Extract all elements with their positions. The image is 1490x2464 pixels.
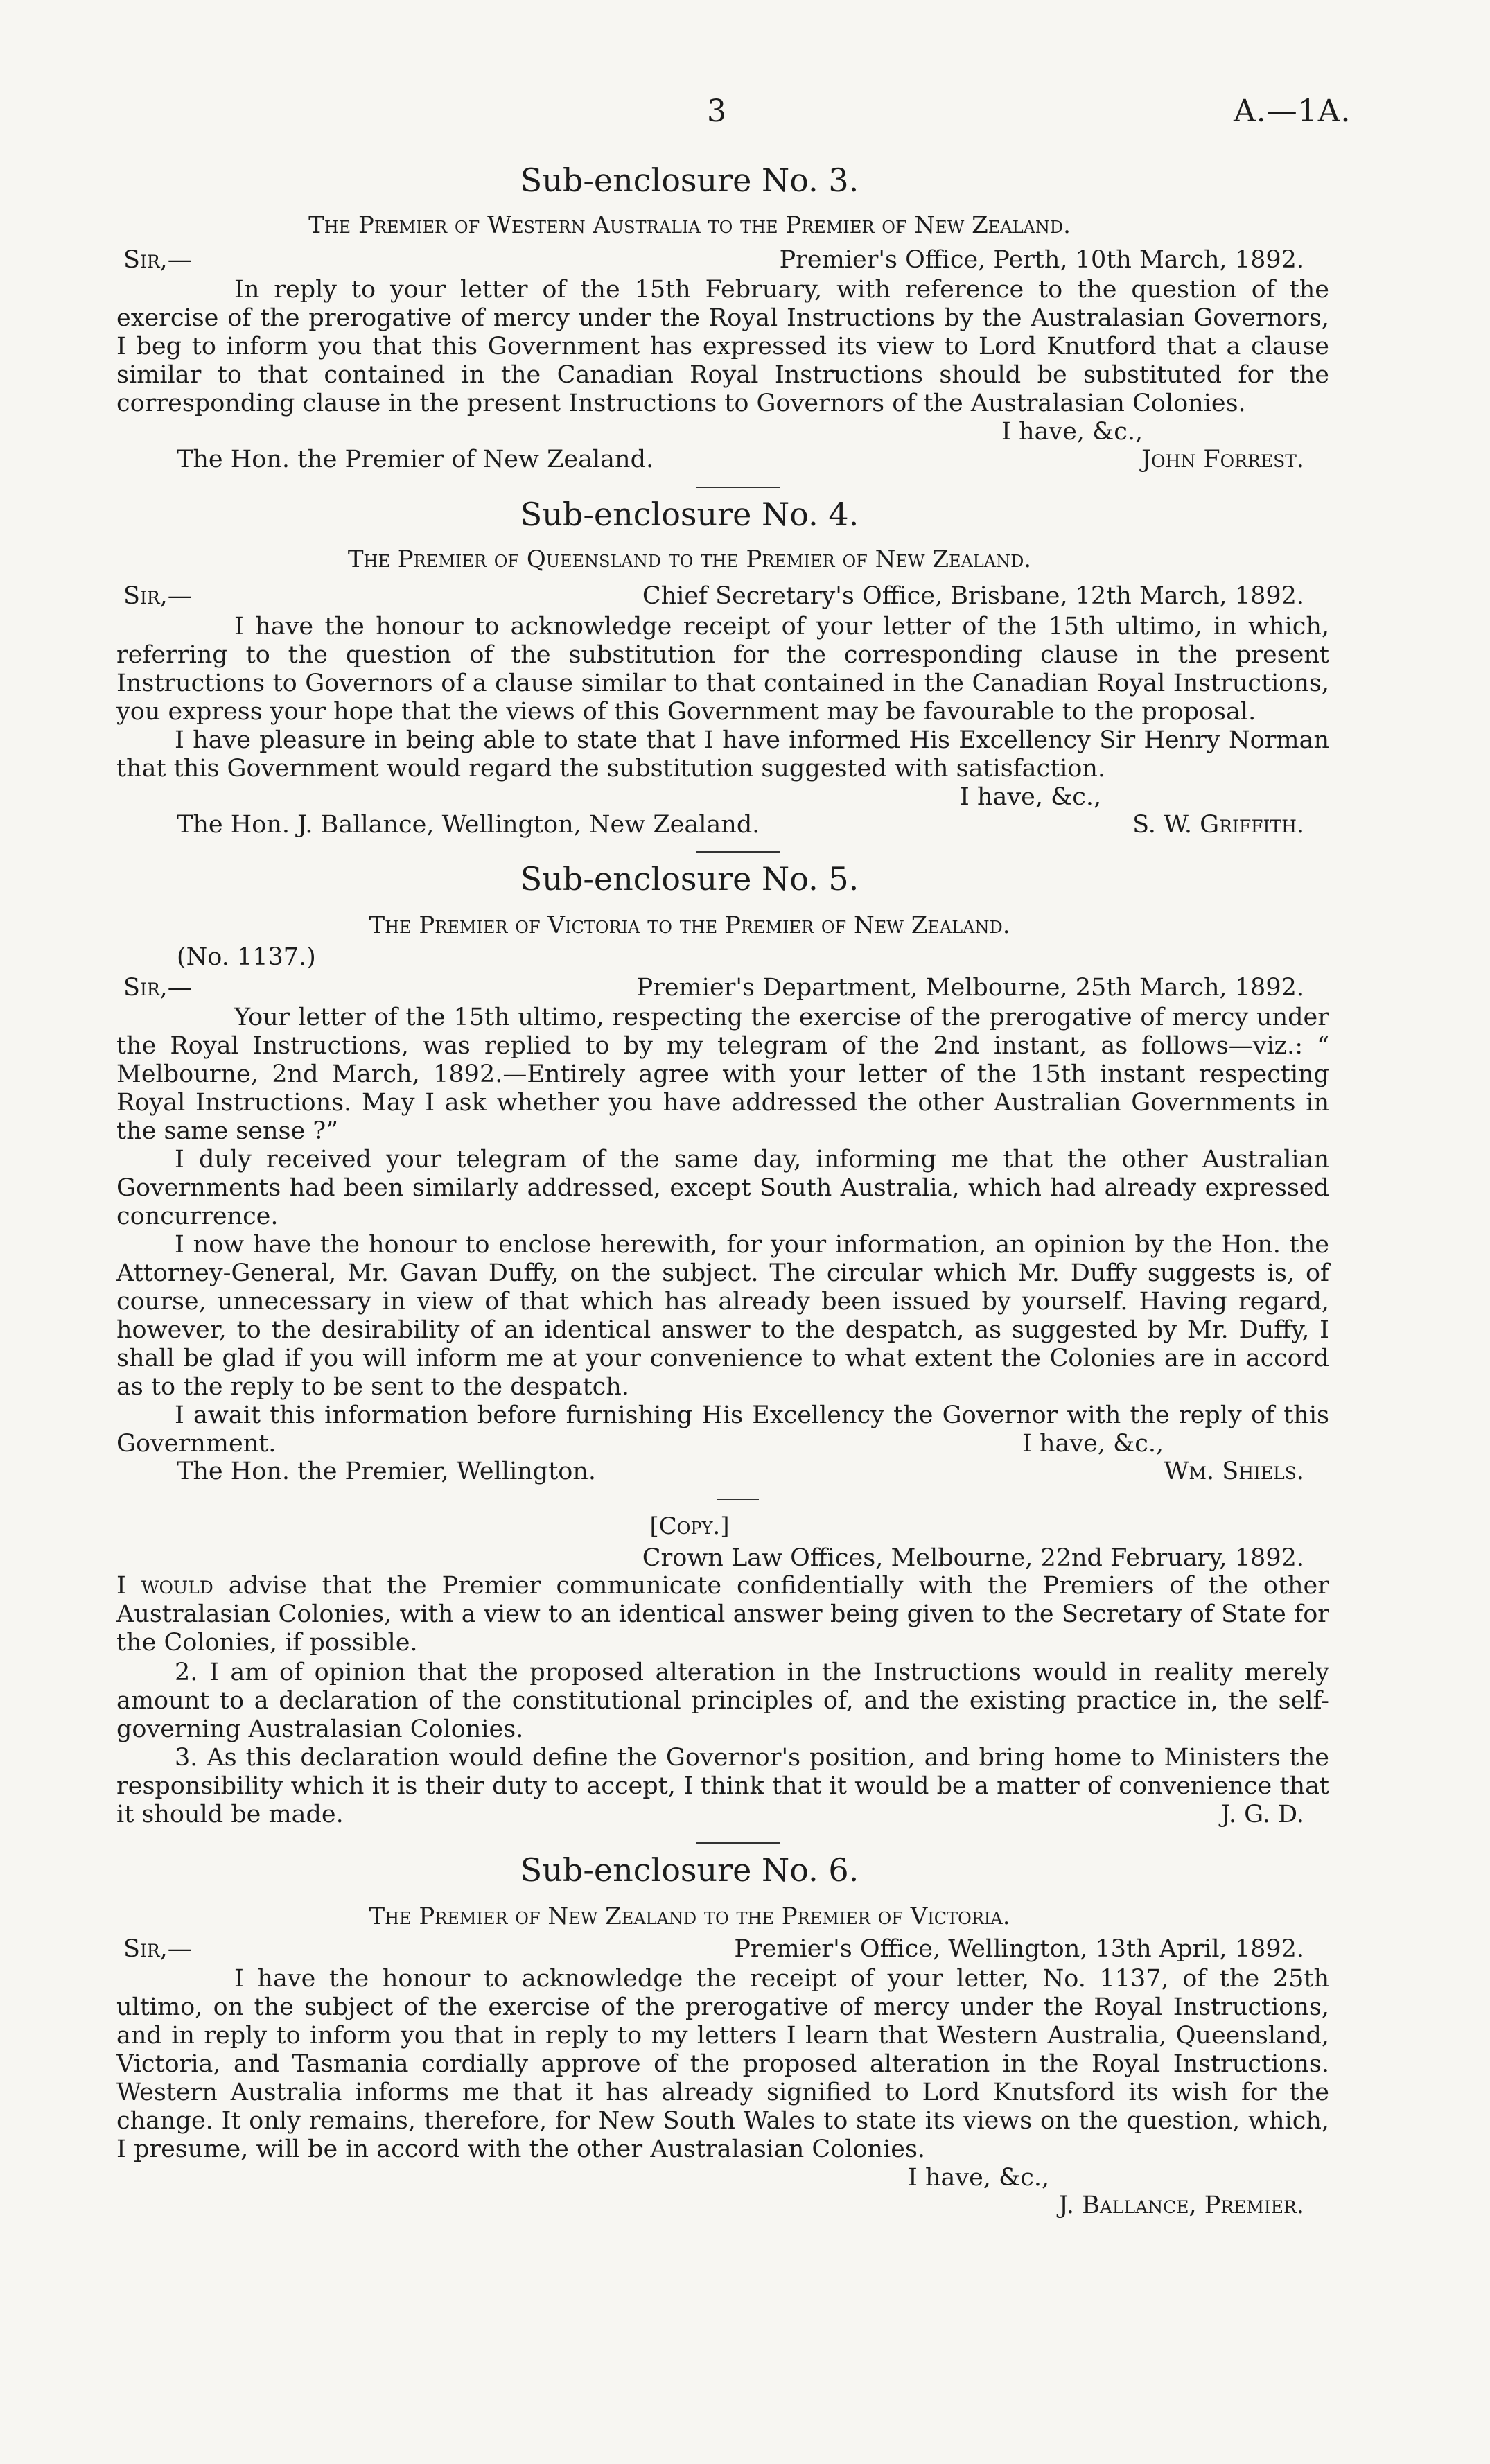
letter-body: Your letter of the 15th ultimo, respecting the exercise of the prerogative of mercy under the Royal Instructions, was replied to by my telegram of the 2nd instant, as follows—viz.: “ Melbourne, 2nd March, 1892.—Entirely agree with your letter of the 15th instant respecting Royal Instructions. May I ask whether you have addressed the other Australian Governments in the same sense ?” <box>116 1004 1329 1145</box>
salutation: Sir,— <box>123 246 192 274</box>
section-subtitle: The Premier of Queensland to the Premier of New Zealand. <box>347 545 1032 573</box>
addressee: The Hon. the Premier of New Zealand. <box>177 446 654 473</box>
section-subtitle: The Premier of New Zealand to the Premier of Victoria. <box>369 1903 1010 1930</box>
section-heading: Sub-enclosure No. 6. <box>520 1851 859 1889</box>
opinion-body <box>116 1572 1329 1657</box>
signature: S. W. Griffith. <box>1132 811 1304 839</box>
section-heading: Sub-enclosure No. 4. <box>520 496 859 533</box>
dateline: Crown Law Offices, Melbourne, 22nd February, 1892. <box>642 1544 1304 1572</box>
paper-reference: A.—1A. <box>1234 94 1351 129</box>
dateline: Premier's Department, Melbourne, 25th March, 1892. <box>636 974 1304 1002</box>
dateline: Chief Secretary's Office, Brisbane, 12th March, 1892. <box>642 582 1304 610</box>
closing: I have, &c., <box>1022 1430 1164 1458</box>
opinion-body: 3. As this declaration would define the Governor's position, and bring home to Ministers the responsibility which it is their duty to accept, I think that it would be a matter of convenience that it should be made. <box>116 1744 1329 1828</box>
signature: John Forrest. <box>1141 446 1304 473</box>
section-divider <box>717 1499 759 1500</box>
salutation: Sir,— <box>123 974 192 1002</box>
letter-body: I have the honour to acknowledge the receipt of your letter, No. 1137, of the 25th ultimo, on the subject of the exercise of the prerogative of mercy under the Royal Instructions, and in reply to inform you that in reply to my letters I learn that Western Australia, Queensland, Victoria, and Tasmania cordially approve of the proposed alteration in the Royal Instructions. Western Australia informs me that it has already signified to Lord Knutsford its wish for the change. It only remains, therefore, for New South Wales to state its views on the question, which, I presume, will be in accord with the other Australasian Colonies. <box>116 1965 1329 2163</box>
section-divider <box>696 1842 780 1844</box>
letter-body: I have pleasure in being able to state that I have informed His Excellency Sir Henry Norman that this Government would regard the substitution suggested with satisfaction. <box>116 726 1329 783</box>
section-subtitle: The Premier of Victoria to the Premier of New Zealand. <box>369 911 1010 939</box>
dateline: Premier's Office, Wellington, 13th April, 1892. <box>734 1935 1304 1963</box>
section-heading: Sub-enclosure No. 5. <box>520 860 859 898</box>
signature: J. Ballance, Premier. <box>1058 2192 1304 2219</box>
section-heading: Sub-enclosure No. 3. <box>520 161 859 199</box>
opinion-text: advise that the Premier communicate confidentially with the Premiers of the other Australasian Colonies, with a view to an identical answer being given to the Secretary of State for the Colonies, if possible. <box>116 1572 1329 1657</box>
letter-body: In reply to your letter of the 15th February, with reference to the question of the exercise of the prerogative of mercy under the Royal Instructions by the Australasian Governors, I beg to inform you that this Government has expressed its view to Lord Knutford that a clause similar to that contained in the Canadian Royal Instructions should be substituted for the corresponding clause in the present Instructions to Governors of the Australasian Colonies. <box>116 276 1329 417</box>
letter-body: I now have the honour to enclose herewith, for your information, an opinion by the Hon. the Attorney-General, Mr. Gavan Duffy, on the subject. The circular which Mr. Duffy suggests is, of course, unnecessary in view of that which has already been issued by yourself. Having regard, however, to the desirability of an identical answer to the despatch, as suggested by Mr. Duffy, I shall be glad if you will inform me at your convenience to what extent the Colonies are in accord as to the reply to be sent to the despatch. <box>116 1231 1329 1401</box>
section-divider <box>696 487 780 488</box>
letter-body: I await this information before furnishing His Excellency the Governor with the reply of this Government. <box>116 1401 1329 1458</box>
section-subtitle: The Premier of Western Australia to the Premier of New Zealand. <box>308 211 1071 239</box>
salutation: Sir,— <box>123 1935 192 1963</box>
addressee: The Hon. the Premier, Wellington. <box>177 1458 596 1485</box>
closing: I have, &c., <box>960 783 1102 811</box>
dateline: Premier's Office, Perth, 10th March, 1892. <box>779 246 1304 274</box>
letter-number: (No. 1137.) <box>177 943 316 971</box>
closing: I have, &c., <box>908 2164 1050 2192</box>
salutation: Sir,— <box>123 582 192 610</box>
addressee: The Hon. J. Ballance, Wellington, New Zealand. <box>177 811 760 839</box>
copy-label: [Copy.] <box>649 1512 730 1540</box>
opinion-body: 2. I am of opinion that the proposed alteration in the Instructions would in reality merely amount to a declaration of the constitutional principles of, and the existing practice in, the self-governing Australasian Colonies. <box>116 1659 1329 1743</box>
signature: Wm. Shiels. <box>1164 1458 1304 1485</box>
letter-body: I have the honour to acknowledge receipt of your letter of the 15th ultimo, in which, referring to the question of the substitution for the corresponding clause in the present Instructions to Governors of a clause similar to that contained in the Canadian Royal Instructions, you express your hope that the views of this Government may be favourable to the proposal. <box>116 613 1329 726</box>
letter-body: I duly received your telegram of the same day, informing me that the other Australian Governments had been similarly addressed, except South Australia, which had already expressed concurrence. <box>116 1146 1329 1230</box>
page-number: 3 <box>707 94 726 129</box>
lead-words: I would <box>116 1572 213 1600</box>
closing: I have, &c., <box>1001 418 1143 446</box>
section-divider <box>696 851 780 853</box>
signature: J. G. D. <box>1220 1801 1304 1828</box>
